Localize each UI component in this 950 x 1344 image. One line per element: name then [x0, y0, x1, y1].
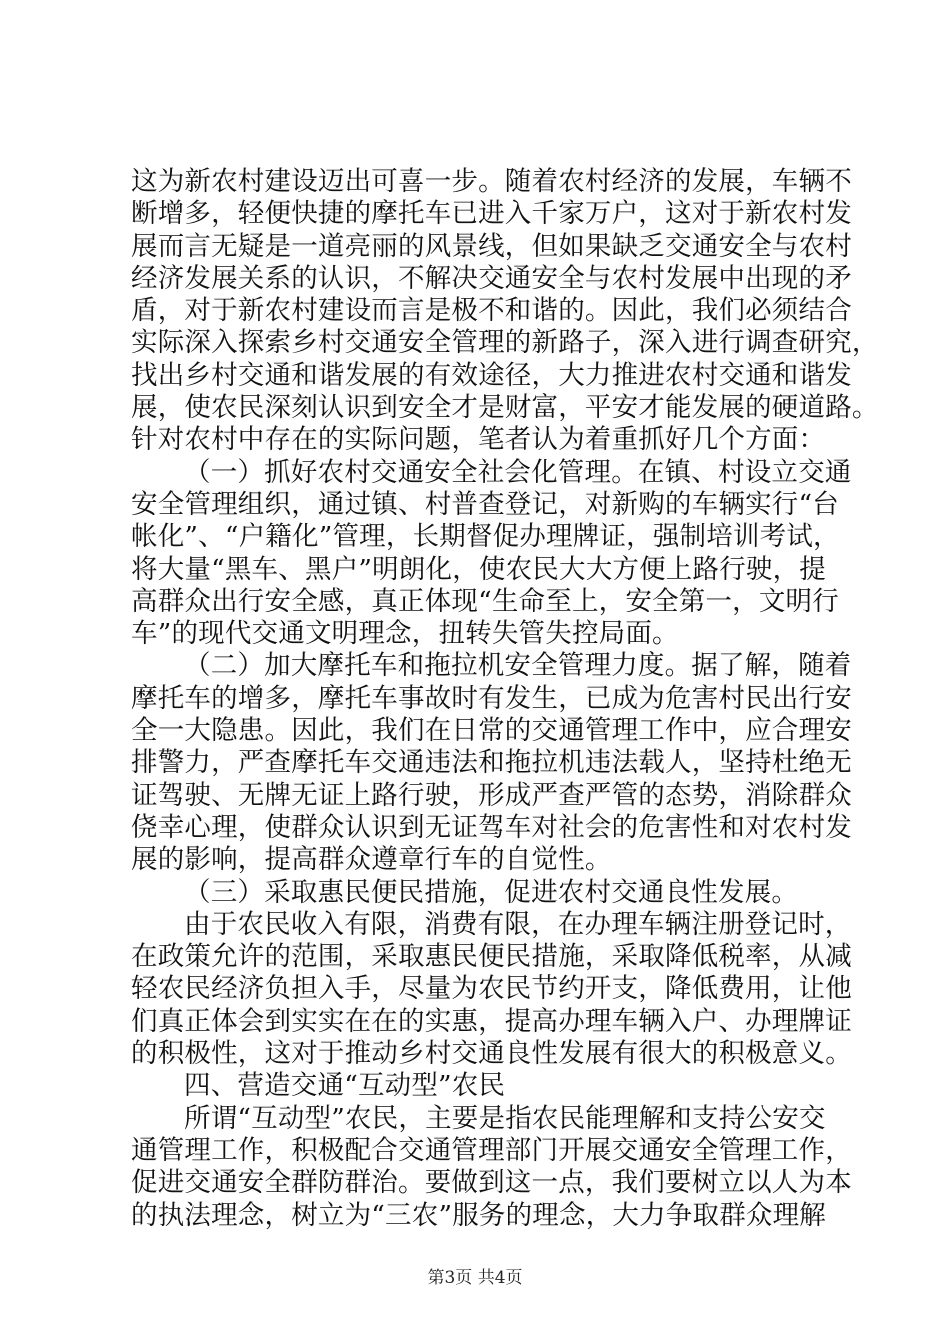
text-line: 们真正体会到实实在在的实惠，提高办理车辆入户、办理牌证	[131, 1005, 852, 1037]
text-line: 帐化”、“户籍化”管理，长期督促办理牌证，强制培训考试，	[131, 521, 840, 553]
document-body	[131, 166, 879, 1232]
text-line: 的积极性，这对于推动乡村交通良性发展有很大的积极意义。	[131, 1038, 852, 1070]
text-line: 侥幸心理，使群众认识到无证驾车对社会的危害性和对农村发	[131, 811, 852, 843]
text-line: 断增多，轻便快捷的摩托车已进入千家万户，这对于新农村发	[131, 198, 852, 230]
paragraph	[131, 650, 852, 876]
page-number: 第3页 共4页	[427, 1268, 523, 1288]
text-line: 展，使农民深刻认识到安全才是财富，平安才能发展的硬道路。	[131, 392, 879, 424]
text-line: 摩托车的增多，摩托车事故时有发生，已成为危害村民出行安	[131, 682, 852, 714]
text-line: 由于农民收入有限，消费有限，在办理车辆注册登记时，	[184, 908, 852, 940]
text-line: 将大量“黑车、黑户”明朗化，使农民大大方便上路行驶，提	[131, 553, 826, 585]
text-line: 通管理工作，积极配合交通管理部门开展交通安全管理工作，	[131, 1134, 852, 1166]
text-line: 四、营造交通“互动型”农民	[184, 1070, 506, 1102]
text-line: 这为新农村建设迈出可喜一步。随着农村经济的发展，车辆不	[131, 166, 852, 197]
text-line: 实际深入探索乡村交通安全管理的新路子，深入进行调查研究，	[131, 327, 879, 359]
text-line: 高群众出行安全感，真正体现“生命至上，安全第一，文明行	[131, 585, 839, 617]
text-line: 针对农村中存在的实际问题，笔者认为着重抓好几个方面：	[131, 424, 826, 456]
paragraph	[131, 166, 879, 457]
text-line: （一）抓好农村交通安全社会化管理。在镇、村设立交通	[184, 456, 852, 488]
text-line: 车”的现代交通文明理念，扭转失管失控局面。	[131, 618, 679, 650]
text-line: 在政策允许的范围，采取惠民便民措施，采取降低税率，从减	[131, 941, 852, 973]
text-line: 安全管理组织，通过镇、村普查登记，对新购的车辆实行“台	[131, 488, 839, 520]
paragraph	[131, 1070, 831, 1102]
paragraph	[131, 908, 852, 1070]
text-line: 轻农民经济负担入手，尽量为农民节约开支，降低费用，让他	[131, 973, 852, 1005]
page-footer	[0, 1267, 950, 1289]
text-line: （三）采取惠民便民措施，促进农村交通良性发展。	[184, 876, 799, 908]
text-line: 展的影响，提高群众遵章行车的自觉性。	[131, 844, 612, 876]
text-line: 经济发展关系的认识，不解决交通安全与农村发展中出现的矛	[131, 262, 852, 294]
text-line: 排警力，严查摩托车交通违法和拖拉机违法载人，坚持杜绝无	[131, 747, 852, 779]
text-line: 的执法理念，树立为“三农”服务的理念，大力争取群众理解	[131, 1199, 826, 1231]
text-line: （二）加大摩托车和拖拉机安全管理力度。据了解，随着	[184, 650, 852, 682]
text-line: 展而言无疑是一道亮丽的风景线，但如果缺乏交通安全与农村	[131, 230, 852, 262]
paragraph	[131, 877, 831, 909]
paragraph	[131, 456, 852, 651]
text-line: 找出乡村交通和谐发展的有效途径，大力推进农村交通和谐发	[131, 359, 852, 391]
text-line: 全一大隐患。因此，我们在日常的交通管理工作中，应合理安	[131, 715, 852, 747]
text-line: 盾，对于新农村建设而言是极不和谐的。因此，我们必须结合	[131, 295, 852, 327]
text-line: 证驾驶、无牌无证上路行驶，形成严查严管的态势，消除群众	[131, 779, 852, 811]
paragraph	[131, 1102, 852, 1232]
text-line: 促进交通安全群防群治。要做到这一点，我们要树立以人为本	[131, 1167, 852, 1199]
text-line: 所谓“互动型”农民，主要是指农民能理解和支持公安交	[184, 1102, 826, 1134]
